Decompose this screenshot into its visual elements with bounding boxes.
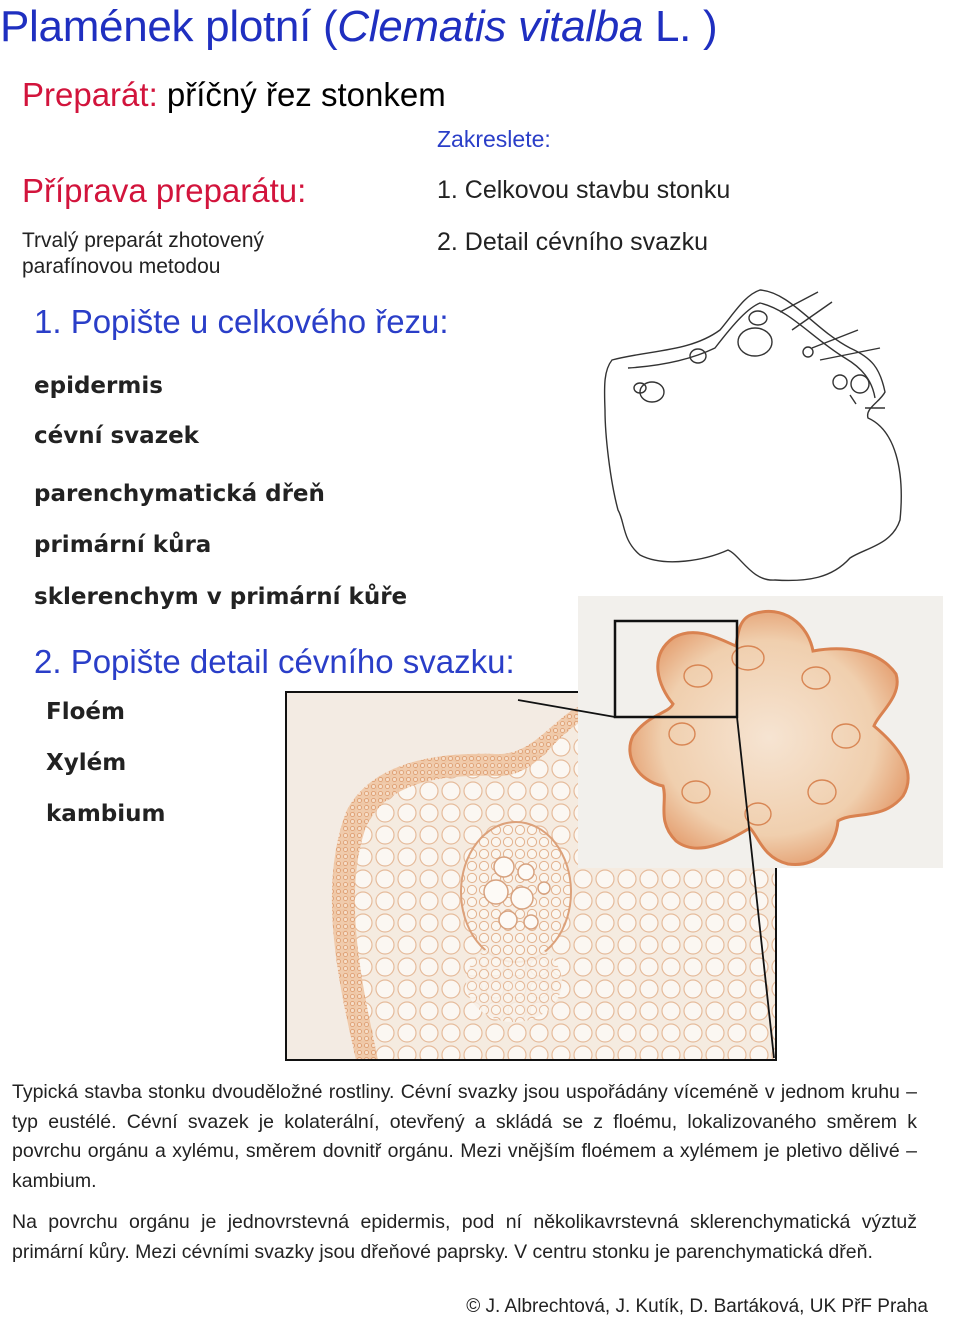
preparat-value: příčný řez stonkem xyxy=(157,76,446,113)
micrograph-overview xyxy=(578,596,943,868)
label-sklerenchym: sklerenchym v primární kůře xyxy=(34,584,408,610)
zakreslete-item-1: 1. Celkovou stavbu stonku xyxy=(437,176,731,204)
label-floem: Floém xyxy=(46,699,125,725)
priprava-line-1: Trvalý preparát zhotovený xyxy=(22,229,265,252)
label-epidermis: epidermis xyxy=(34,373,163,399)
title-part1: Plamének plotní ( xyxy=(0,2,338,51)
preparat-label: Preparát: xyxy=(22,76,158,113)
preparat-line xyxy=(22,76,446,114)
label-xylem: Xylém xyxy=(46,750,127,776)
priprava-line-2: parafínovou metodou xyxy=(22,255,221,278)
label-parenchymaticka-dren: parenchymatická dřeň xyxy=(34,481,325,507)
page-title xyxy=(0,2,717,52)
copyright-notice: © J. Albrechtová, J. Kutík, D. Bartáková, UK PřF Praha xyxy=(466,1296,928,1317)
label-primarni-kura: primární kůra xyxy=(34,532,212,558)
priprava-text xyxy=(22,228,264,280)
title-part2: L. ) xyxy=(643,2,718,51)
section2-heading: 2. Popište detail cévního svazku: xyxy=(34,643,515,680)
title-species: Clematis vitalba xyxy=(337,2,644,51)
description-paragraph-1: Typická stavba stonku dvouděložné rostliny. Cévní svazky jsou uspořádány víceméně v jednom kruhu – typ eustélé. Cévní svazek je kolaterální, otevřený a skládá se z floému, lokalizovaného směrem k povrchu orgánu a xylému, směrem dovnitř orgánu. Mezi vnějším floémem a xylémem je pletivo dělivé – kambium. xyxy=(12,1081,917,1192)
zakreslete-item-2: 2. Detail cévního svazku xyxy=(437,228,708,256)
zakreslete-label: Zakreslete: xyxy=(437,126,551,152)
label-kambium: kambium xyxy=(46,801,166,827)
priprava-heading: Příprava preparátu: xyxy=(22,172,307,209)
section1-heading: 1. Popište u celkového řezu: xyxy=(34,303,449,340)
label-cevni-svazek: cévní svazek xyxy=(34,423,199,449)
description-paragraph-2: Na povrchu orgánu je jednovrstevná epidermis, pod ní několikavrstevná sklerenchymatická výztuž primární kůry. Mezi cévními svazky jsou dřeňové paprsky. V centru stonku je parenchymatická dřeň. xyxy=(12,1211,917,1263)
